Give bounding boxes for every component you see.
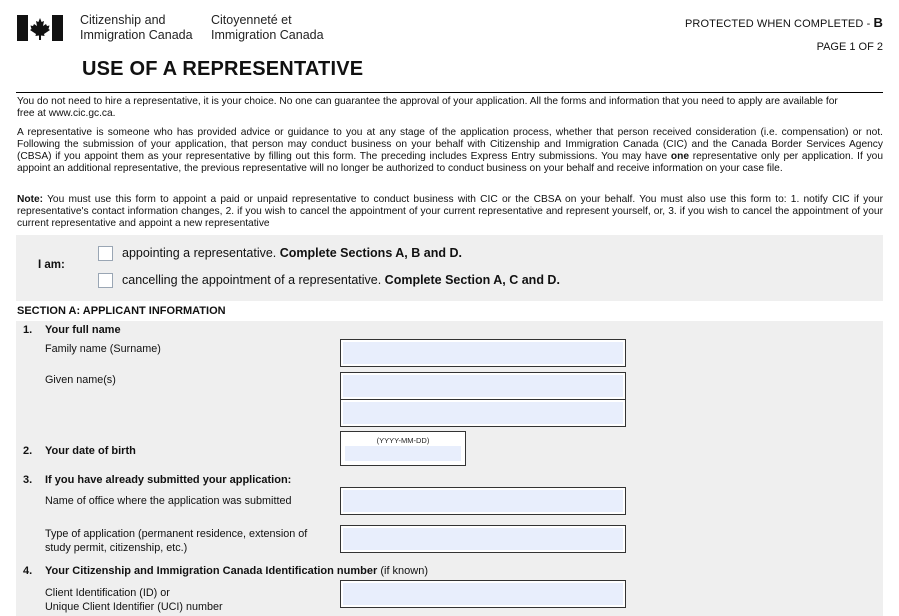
- intro-para1-line2: free at www.cic.gc.ca.: [17, 108, 116, 119]
- date-of-birth-field[interactable]: [340, 431, 466, 466]
- protected-text: PROTECTED WHEN COMPLETED -: [685, 18, 874, 30]
- application-type-label-line2: study permit, citizenship, etc.): [45, 542, 188, 554]
- appoint-checkbox[interactable]: [98, 246, 113, 261]
- q1-heading: Your full name: [45, 324, 121, 336]
- intro-para1-line1: You do not need to hire a representative, it is your choice. No one can guarantee the approval of your application. All the forms and information that you need to apply are available for: [17, 96, 838, 107]
- department-name-french: [211, 13, 324, 43]
- given-name-label: Given name(s): [45, 374, 116, 386]
- family-name-label: Family name (Surname): [45, 343, 161, 355]
- client-id-input-area[interactable]: [343, 583, 623, 605]
- cancel-option-bold: Complete Section A, C and D.: [384, 273, 560, 287]
- intro-para2-bold: one: [670, 151, 689, 162]
- note-text: You must use this form to appoint a paid or unpaid representative to conduct business with CIC or the CBSA on your behalf. You must also use this form to: 1. notify CIC if your representative's contact information changes, 2. if you wish to cancel the appointment of your current representative and represent yourself, or, 3. if you wish to cancel the appointment of your current representative and appoint a new representative: [17, 194, 883, 229]
- iam-panel: [16, 235, 883, 301]
- department-name-english: [80, 13, 193, 43]
- family-name-field[interactable]: [340, 339, 626, 367]
- dept-fr-line1: Citoyenneté et: [211, 13, 292, 27]
- client-id-label-line2: Unique Client Identifier (UCI) number: [45, 601, 223, 613]
- appoint-option-bold: Complete Sections A, B and D.: [279, 246, 462, 260]
- section-a-heading: SECTION A: APPLICANT INFORMATION: [17, 305, 226, 317]
- cancel-checkbox[interactable]: [98, 273, 113, 288]
- appoint-option-label: [122, 246, 462, 260]
- q4-heading-suffix: (if known): [377, 565, 429, 577]
- note-paragraph: [17, 194, 883, 230]
- application-type-label: [45, 527, 307, 555]
- q4-number: 4.: [23, 565, 33, 577]
- intro-paragraph-2: [17, 127, 883, 175]
- q1-number: 1.: [23, 324, 33, 336]
- cancel-option-label: [122, 273, 560, 287]
- protected-letter: B: [873, 15, 883, 30]
- date-of-birth-input-area[interactable]: [345, 446, 461, 461]
- dept-en-line1: Citizenship and: [80, 13, 166, 27]
- client-id-label-line1: Client Identification (ID) or: [45, 587, 170, 599]
- office-name-field[interactable]: [340, 487, 626, 515]
- application-type-field[interactable]: [340, 525, 626, 553]
- office-name-label: Name of office where the application was submitted: [45, 495, 292, 507]
- note-label: Note:: [17, 194, 44, 205]
- application-type-input-area[interactable]: [343, 528, 623, 550]
- application-type-label-line1: Type of application (permanent residence, extension of: [45, 528, 308, 540]
- date-format-hint: (YYYY-MM-DD): [376, 436, 430, 445]
- intro-para2-text-b: representative only per application. If you appoint an additional representative, the previous representative will no longer be authorized to conduct business on your behalf and receive information on your case file.: [17, 151, 883, 174]
- intro-paragraph-1: [17, 96, 883, 120]
- q4-heading: [45, 565, 428, 577]
- dept-en-line2: Immigration Canada: [80, 28, 193, 42]
- title-divider: [16, 92, 883, 93]
- office-name-input-area[interactable]: [343, 490, 623, 512]
- dept-fr-line2: Immigration Canada: [211, 28, 324, 42]
- protected-label: [685, 15, 883, 30]
- given-name-field-line2[interactable]: [340, 399, 626, 427]
- q2-number: 2.: [23, 445, 33, 457]
- page-title: USE OF A REPRESENTATIVE: [82, 58, 364, 80]
- canada-flag-logo: [17, 15, 63, 41]
- page-indicator: PAGE 1 OF 2: [816, 41, 883, 53]
- appoint-option-text: appointing a representative.: [122, 246, 280, 260]
- given-name-input-area-2[interactable]: [343, 402, 623, 424]
- client-id-field[interactable]: [340, 580, 626, 608]
- q3-number: 3.: [23, 474, 33, 486]
- given-name-field[interactable]: [340, 372, 626, 400]
- q3-heading: If you have already submitted your application:: [45, 474, 292, 486]
- q4-heading-text: Your Citizenship and Immigration Canada Identification number: [45, 565, 378, 577]
- intro-para2-text-a: A representative is someone who has provided advice or guidance to you at any stage of the application process, whether that person received consideration (i.e. compensation) or not. Following the submission of your application, that person may conduct business on your behalf with Citizenship and Immigration Canada (CIC) and the Canada Border Services Agency (CBSA) if you appoint them as your representative by filling out this form. The preceding includes Express Entry submissions. You may have: [17, 127, 883, 162]
- given-name-input-area[interactable]: [343, 375, 623, 397]
- family-name-input-area[interactable]: [343, 342, 623, 364]
- q2-heading: Your date of birth: [45, 445, 136, 457]
- iam-label: I am:: [38, 259, 65, 271]
- cancel-option-text: cancelling the appointment of a representative.: [122, 273, 385, 287]
- client-id-label: [45, 586, 223, 614]
